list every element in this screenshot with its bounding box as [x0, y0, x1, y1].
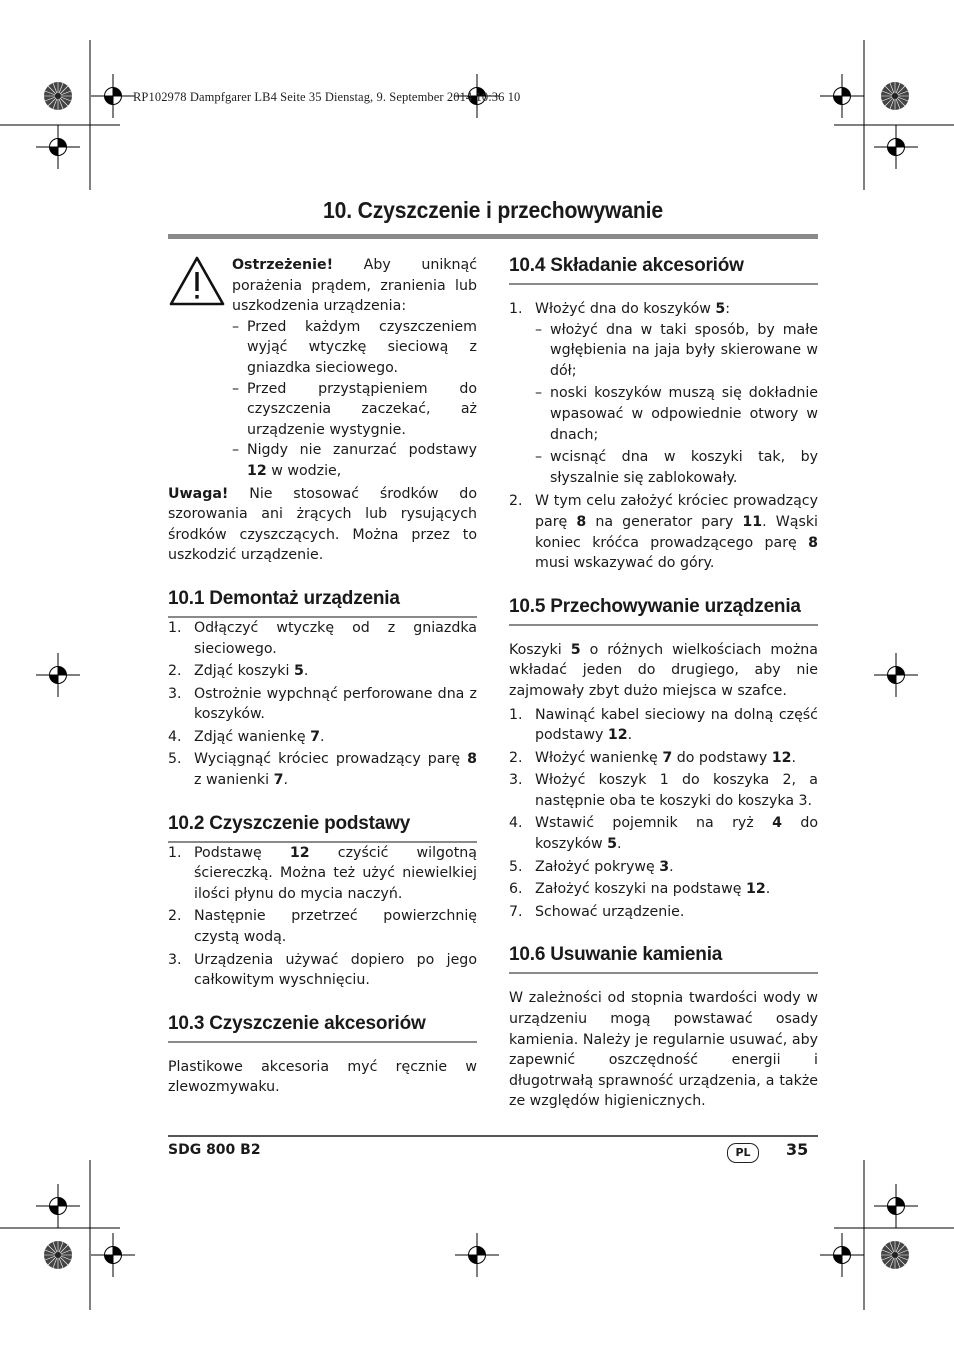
section-10-6 — [509, 944, 818, 1112]
numbered-list — [168, 843, 477, 991]
footer-rule — [168, 1135, 818, 1137]
list-item: 2. Następnie przetrzeć powierzchnię czystą wodą. — [168, 908, 477, 946]
numbered-list — [509, 299, 818, 574]
left-column — [168, 255, 477, 1098]
list-item: 2. Zdjąć koszyki 5. — [168, 663, 309, 680]
list-item: 1. Nawinąć kabel sieciowy na dolną część podstawy 12. — [509, 706, 818, 744]
list-item: 6. Założyć koszyki na podstawę 12. — [509, 881, 771, 898]
section-10-4 — [509, 255, 818, 574]
section-heading: 10.3 Czyszczenie akcesoriów — [168, 1013, 477, 1043]
list-item: 4. Wstawić pojemnik na ryż 4 do koszyków 5. — [509, 815, 818, 853]
section-10-1 — [168, 588, 477, 791]
list-item: 3. Ostrożnie wypchnąć perforowane dna z koszyków. — [168, 685, 477, 723]
numbered-list — [509, 705, 818, 923]
list-item: 5. Założyć pokrywę 3. — [509, 858, 674, 875]
section-text: W zależności od stopnia twardości wody w urządzeniu mogą powstawać osady kamienia. Należy je regularnie usuwać, aby zapewnić oszczędność energii i długotrwałą sprawność urządzenia, a także ze względów higienicznych. — [509, 990, 818, 1110]
caution-label: Uwaga! — [168, 485, 229, 502]
list-item: – Przed przystąpieniem do czyszczenia zaczekać, aż urządzenie wystygnie. — [232, 379, 477, 441]
warning-block — [168, 255, 477, 482]
section-heading: 10.2 Czyszczenie podstawy — [168, 813, 477, 843]
list-item: 3. Urządzenia używać dopiero po jego całkowitym wyschnięciu. — [168, 951, 477, 989]
warning-triangle-icon — [168, 255, 226, 307]
section-10-3 — [168, 1013, 477, 1098]
section-heading: 10.4 Składanie akcesoriów — [509, 255, 818, 285]
list-item: 1. Odłączyć wtyczkę od z gniazdka sieciowego. — [168, 619, 477, 657]
title-rule — [168, 234, 818, 239]
section-heading: 10.5 Przechowywanie urządzenia — [509, 596, 818, 626]
numbered-list — [168, 618, 477, 791]
language-badge: PL — [727, 1143, 759, 1163]
list-item: 1. Włożyć dna do koszyków 5: – włożyć dna w taki sposób, by małe wgłębienia na jaja były skierowane w dół; – noski koszyków muszą się dokładnie wpasować w odpowiednie otwory w dnach; – wcisnąć dna w koszyki tak, by słyszalnie się zablokowały. — [509, 299, 818, 488]
list-item: 2. Włożyć wanienkę 7 do podstawy 12. — [509, 749, 797, 766]
list-item: 1. Podstawę 12 czyścić wilgotną ściereczką. Można też użyć niewielkiej ilości płynu do mycia naczyń. — [168, 844, 477, 902]
sub-list-item: – noski koszyków muszą się dokładnie wpasować w odpowiednie otwory w dnach; — [535, 383, 818, 445]
section-10-2 — [168, 813, 477, 991]
list-item: 3. Włożyć koszyk 1 do koszyka 2, a następnie oba te koszyki do koszyka 3. — [509, 772, 818, 809]
list-item: 7. Schować urządzenie. — [509, 903, 685, 920]
section-text: Koszyki 5 o różnych wielkościach można wkładać jeden do drugiego, aby nie zajmowały zbyt dużo miejsca w szafce. — [509, 641, 818, 699]
caution-text: Uwaga! Nie stosować środków do szorowania ani żrących lub rysujących środków czyszczących. Można przez to uszkodzić urządzenie. — [168, 485, 477, 564]
print-slug: RP102978 Dampfgarer LB4 Seite 35 Dienstag, 9. September 2014 10:36 10 — [133, 90, 521, 104]
list-item: – Nigdy nie zanurzać podstawy 12 w wodzie, — [232, 440, 477, 481]
list-item: 5. Wyciągnąć króciec prowadzący parę 8 z wanienki 7. — [168, 751, 477, 789]
section-heading: 10.6 Usuwanie kamienia — [509, 944, 818, 974]
section-10-5 — [509, 596, 818, 923]
section-text: Plastikowe akcesoria myć ręcznie w zlewozmywaku. — [168, 1058, 477, 1096]
sub-list — [535, 320, 818, 489]
list-item: – Przed każdym czyszczeniem wyjąć wtyczkę sieciową z gniazdka sieciowego. — [232, 317, 477, 379]
section-heading: 10.1 Demontaż urządzenia — [168, 588, 477, 618]
sub-list-item: – włożyć dna w taki sposób, by małe wgłębienia na jaja były skierowane w dół; — [535, 320, 818, 382]
page-title: 10. Czyszczenie i przechowywanie — [323, 197, 663, 223]
list-item: 4. Zdjąć wanienkę 7. — [168, 728, 325, 745]
warning-label: Ostrzeżenie! — [232, 257, 334, 273]
sub-list-item: – wcisnąć dna w koszyki tak, by słyszalnie się zablokowały. — [535, 447, 818, 488]
list-item: 2. W tym celu założyć króciec prowadzący parę 8 na generator pary 11. Wąski koniec króćca prowadzącego parę 8 musi wskazywać do góry. — [509, 493, 818, 572]
warning-text: Ostrzeżenie! Aby uniknąć porażenia prądem, zranienia lub uszkodzenia urządzenia: — [232, 257, 477, 315]
footer-model: SDG 800 B2 — [168, 1142, 261, 1158]
page-number: 35 — [786, 1140, 809, 1159]
warning-list — [232, 317, 477, 482]
right-column — [509, 255, 818, 1112]
